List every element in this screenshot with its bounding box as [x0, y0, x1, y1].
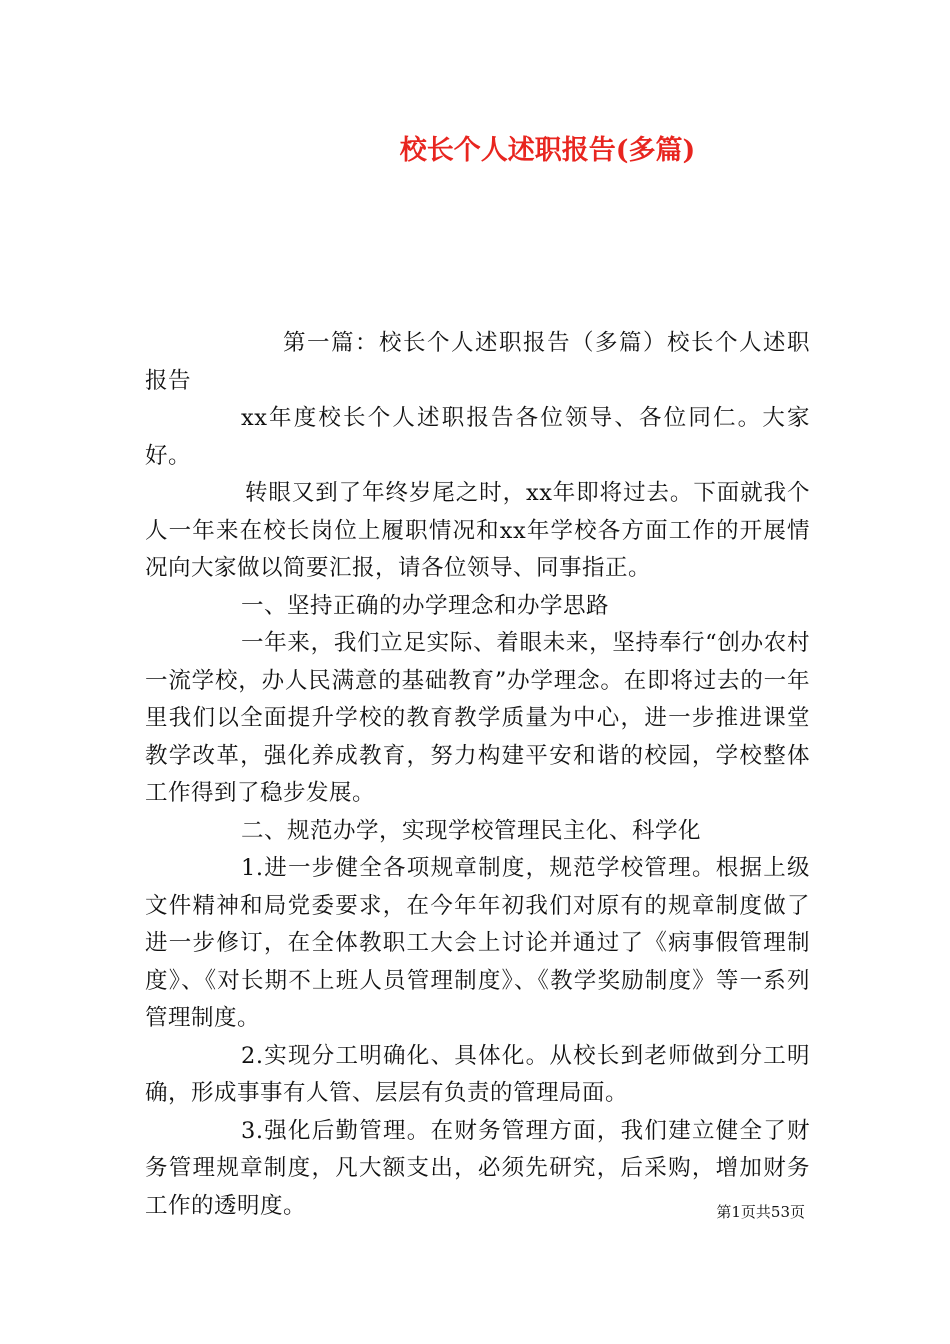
paragraph-heading-part1: 第一篇：校长个人述职报告（多篇）校长个人述职报告 [145, 330, 810, 394]
paragraph-greeting: xx年度校长个人述职报告各位领导、各位同仁。大家好。 [145, 405, 810, 469]
document-title: 校长个人述职报告(多篇) [399, 135, 696, 166]
document-body [145, 325, 810, 1225]
section-heading-1: 一、坚持正确的办学理念和办学思路 [241, 592, 610, 619]
paragraph-item-1: 1.进一步健全各项规章制度，规范学校管理。根据上级文件精神和局党委要求，在今年年初我们对原有的规章制度做了进一步修订，在全体教职工大会上讨论并通过了《病事假管理制度》、《对长期不上班人员管理制度》、《教学奖励制度》等一系列管理制度。 [145, 855, 810, 1031]
page-number: 第1页共53页 [716, 1203, 805, 1221]
paragraph-item-3: 3.强化后勤管理。在财务管理方面，我们建立健全了财务管理规章制度，凡大额支出，必须先研究，后采购，增加财务工作的透明度。 [145, 1117, 810, 1219]
paragraph-intro: 转眼又到了年终岁尾之时，xx年即将过去。下面就我个人一年来在校长岗位上履职情况和xx年学校各方面工作的开展情况向大家做以简要汇报，请各位领导、同事指正。 [145, 480, 810, 581]
paragraph-philosophy: 一年来，我们立足实际、着眼未来，坚持奉行“创办农村一流学校，办人民满意的基础教育”办学理念。在即将过去的一年里我们以全面提升学校的教育教学质量为中心，进一步推进课堂教学改革，强化养成教育，努力构建平安和谐的校园，学校整体工作得到了稳步发展。 [145, 630, 810, 806]
paragraph-item-2: 2.实现分工明确化、具体化。从校长到老师做到分工明确，形成事事有人管、层层有负责的管理局面。 [145, 1042, 810, 1106]
section-heading-2: 二、规范办学，实现学校管理民主化、科学化 [241, 817, 702, 844]
